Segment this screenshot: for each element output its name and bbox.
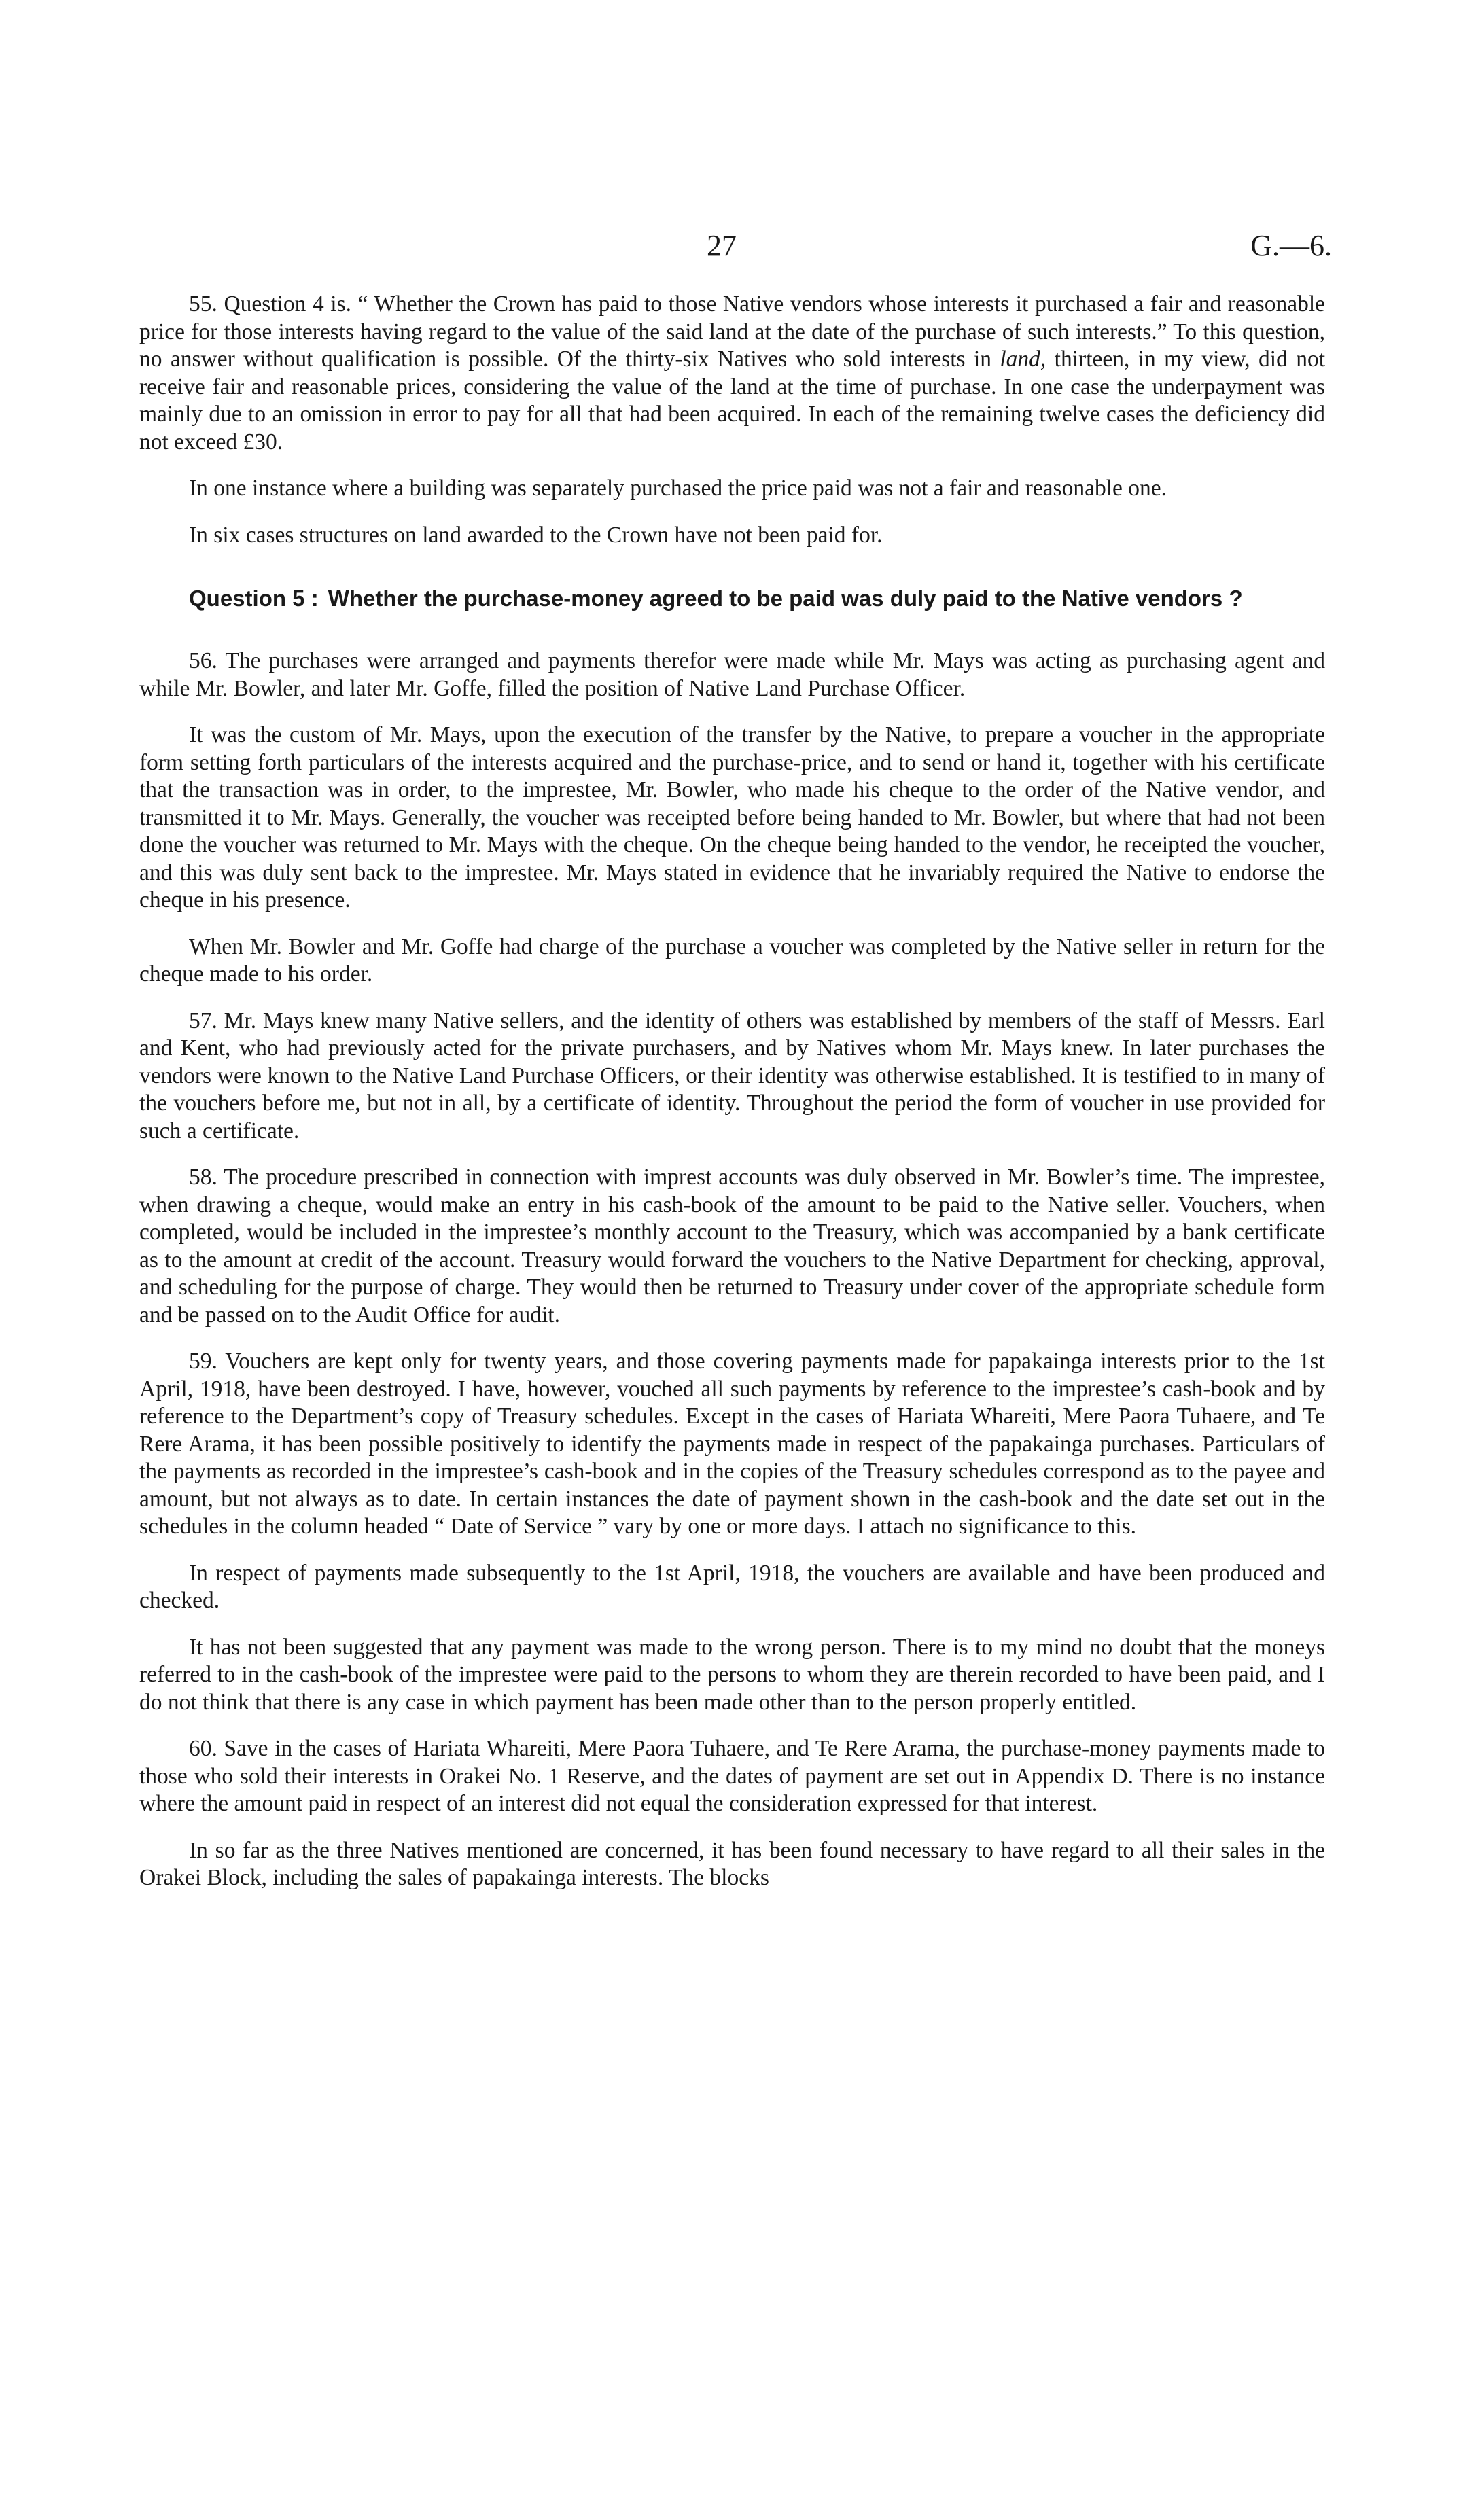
paragraph-55: 55. Question 4 is. “ Whether the Crown has paid to those Native vendors whose interests it purchased a fair and reasonable price for those interests having regard to the value of the said land at the date of the purchase of such interests.” To this question, no answer without qualification is possible. Of the thirty-six Natives who sold interests in land, thirteen, in my view, did not receive fair and reasonable prices, considering the value of the land at the time of purchase. In one case the underpayment was mainly due to an omission in error to pay for all that had been acquired. In each of the remaining twelve cases the deficiency did not exceed £30. [139, 291, 1325, 455]
paragraph-custom-of-mr-mays: It was the custom of Mr. Mays, upon the execution of the transfer by the Native, to prepare a voucher in the appropriate form setting forth particulars of the interests acquired and the purchase-price, and to send or hand it, together with his certificate that the transaction was in order, to the imprestee, Mr. Bowler, who made his cheque to the order of the Native vendor, and transmitted it to Mr. Mays. Generally, the voucher was receipted before being handed to Mr. Bowler, but where that had not been done the voucher was returned to Mr. Mays with the cheque. On the cheque being handed to the vendor, he receipted the voucher, and this was duly sent back to the imprestee. Mr. Mays stated in evidence that he invariably required the Native to endorse the cheque in his presence. [139, 722, 1325, 912]
paragraph-bowler-goffe: When Mr. Bowler and Mr. Goffe had charge of the purchase a voucher was completed by the Native seller in return for the cheque made to his order. [139, 934, 1325, 987]
italic-land: land, [1000, 347, 1046, 372]
paragraph-after-1918: In respect of payments made subsequently to the 1st April, 1918, the vouchers are available and have been produced and checked. [139, 1560, 1325, 1613]
paragraph-structures: In six cases structures on land awarded to the Crown have not been paid for. [189, 522, 883, 548]
paragraph-57: 57. Mr. Mays knew many Native sellers, and the identity of others was established by members of the staff of Messrs. Earl and Kent, who had previously acted for the private purchasers, and by Natives whom Mr. Mays knew. In later purchases the vendors were known to the Native Land Purchase Officers, or their identity was otherwise established. It is testified to in many of the vouchers before me, but not in all, by a certificate of identity. Throughout the period the form of voucher in use provided for such a certificate. [139, 1008, 1325, 1143]
heading-text: Whether the purchase-money agreed to be paid was duly paid to the Native vendors ? [328, 586, 1243, 611]
paragraph-58: 58. The procedure prescribed in connection with imprest accounts was duly observed in Mr. Bowler’s time. The imprestee, when drawing a cheque, would make an entry in his cash-book of the amount to be paid to the Native seller. Vouchers, when completed, would be included in the imprestee’s monthly account to the Treasury, which was accompanied by a bank certificate as to the amount at credit of the account. Treasury would forward the vouchers to the Native Department for checking, approval, and scheduling for the purpose of charge. They would then be returned to Treasury under cover of the appropriate schedule form and be passed on to the Audit Office for audit. [139, 1165, 1325, 1328]
page-body [139, 291, 1325, 1911]
paragraph-60: 60. Save in the cases of Hariata Whareiti, Mere Paora Tuhaere, and Te Rere Arama, the purchase-money payments made to those who sold their interests in Orakei No. 1 Reserve, and the dates of payment are set out in Appendix D. There is no instance where the amount paid in respect of an interest did not equal the consideration expressed for that interest. [139, 1736, 1325, 1816]
section-heading-question-5 [139, 584, 1325, 612]
document-reference: G.—6. [1250, 229, 1332, 262]
page-number: 27 [707, 229, 737, 262]
paragraph-building: In one instance where a building was separately purchased the price paid was not a fair and reasonable one. [189, 476, 1167, 501]
paragraph-59: 59. Vouchers are kept only for twenty years, and those covering payments made for papakainga interests prior to the 1st April, 1918, have been destroyed. I have, however, vouched all such payments by reference to the imprestee’s cash-book and by reference to the Department’s copy of Treasury schedules. Except in the cases of Hariata Whareiti, Mere Paora Tuhaere, and Te Rere Arama, it has been possible positively to identify the payments made in respect of the papakainga purchases. Particulars of the payments as recorded in the imprestee’s cash-book and in the copies of the Treasury schedules correspond as to the payee and amount, but not always as to date. In certain instances the date of payment shown in the cash-book and the date set out in the schedules in the column headed “ Date of Service ” vary by one or more days. I attach no significance to this. [139, 1349, 1325, 1539]
paragraph-56: 56. The purchases were arranged and payments therefor were made while Mr. Mays was acting as purchasing agent and while Mr. Bowler, and later Mr. Goffe, filled the position of Native Land Purchase Officer. [139, 648, 1325, 701]
paragraph-wrong-person: It has not been suggested that any payment was made to the wrong person. There is to my mind no doubt that the moneys referred to in the cash-book of the imprestee were paid to the persons to whom they are therein recorded to have been paid, and I do not think that there is any case in which payment has been made other than to the person properly entitled. [139, 1634, 1325, 1715]
paragraph-three-natives: In so far as the three Natives mentioned are concerned, it has been found necessary to have regard to all their sales in the Orakei Block, including the sales of papakainga interests. The blocks [139, 1837, 1325, 1890]
heading-label: Question 5 : [189, 586, 319, 611]
